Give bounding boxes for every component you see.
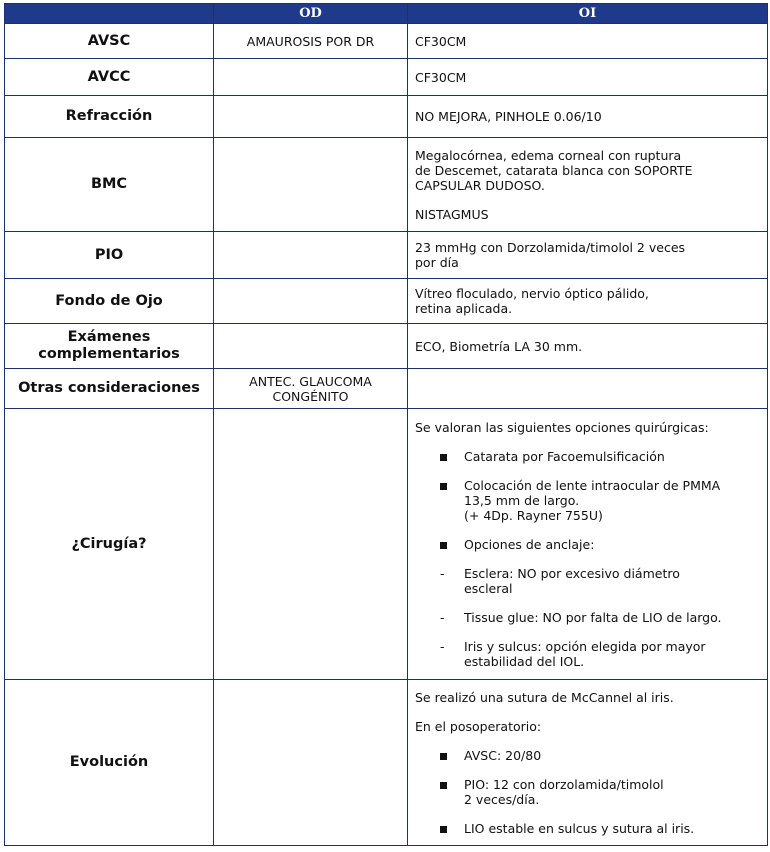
item-line: Iris y sulcus: opción elegida por mayor	[464, 638, 706, 654]
item-line: AVSC: 20/80	[464, 747, 542, 763]
oi-line: Vítreo floculado, nervio óptico pálido,	[415, 286, 649, 301]
oi-cell	[408, 138, 768, 232]
row-pio	[5, 232, 768, 279]
oi-line: CAPSULAR DUDOSO.	[415, 177, 545, 193]
list-item	[440, 777, 761, 807]
od-cell	[214, 232, 408, 279]
item-line: 2 veces/día.	[464, 791, 540, 807]
header-od: OD	[214, 4, 408, 24]
dash-bullet: -	[440, 609, 445, 625]
row-refraccion	[5, 96, 768, 138]
oi-cell	[408, 279, 768, 324]
item-line: estabilidad del IOL.	[464, 653, 585, 669]
oi-cell: CF30CM	[408, 24, 768, 59]
item-line: PIO: 12 con dorzolamida/timolol	[464, 776, 664, 792]
oi-line: retina aplicada.	[415, 301, 513, 316]
item-line: (+ 4Dp. Rayner 755U)	[464, 507, 603, 523]
od-cell	[214, 279, 408, 324]
item-line: LIO estable en sulcus y sutura al iris.	[464, 820, 695, 836]
evolucion-line: Se realizó una sutura de McCannel al iris.	[415, 689, 674, 705]
cirugia-intro: Se valoran las siguientes opciones quirúrgicas:	[415, 419, 709, 435]
square-bullet-icon	[440, 449, 464, 464]
od-cell	[214, 138, 408, 232]
oi-line: Megalocórnea, edema corneal con ruptura	[415, 147, 682, 163]
label-line: complementarios	[38, 346, 180, 362]
row-label: Refracción	[5, 96, 214, 138]
od-cell	[214, 680, 408, 846]
row-label: ¿Cirugía?	[5, 409, 214, 680]
row-fondo	[5, 279, 768, 324]
item-line: Colocación de lente intraocular de PMMA	[464, 477, 721, 493]
list-item	[440, 537, 761, 552]
header-oi: OI	[408, 4, 768, 24]
row-avcc	[5, 59, 768, 96]
label-line: Exámenes	[67, 329, 151, 345]
row-label	[5, 324, 214, 369]
row-evolucion	[5, 680, 768, 846]
od-line: CONGÉNITO	[272, 388, 349, 404]
item-line: Catarata por Facoemulsificación	[464, 448, 665, 464]
oi-cell: NO MEJORA, PINHOLE 0.06/10	[408, 96, 768, 138]
square-bullet-icon	[440, 537, 464, 552]
item-line: 13,5 mm de largo.	[464, 492, 580, 508]
list-item	[440, 449, 761, 464]
oi-cell: ECO, Biometría LA 30 mm.	[408, 324, 768, 369]
evolucion-line: En el posoperatorio:	[415, 718, 542, 734]
list-item	[440, 478, 761, 523]
od-cell	[214, 96, 408, 138]
row-label: AVSC	[5, 24, 214, 59]
list-item	[440, 748, 761, 763]
row-label: PIO	[5, 232, 214, 279]
item-line: Tissue glue: NO por falta de LIO de largo.	[464, 609, 722, 625]
header-empty	[5, 4, 214, 24]
od-cell	[214, 324, 408, 369]
list-item	[440, 821, 761, 836]
list-item	[440, 610, 761, 625]
dash-bullet: -	[440, 565, 445, 581]
square-bullet-icon	[440, 777, 464, 807]
row-label: BMC	[5, 138, 214, 232]
square-bullet-icon	[440, 748, 464, 763]
row-examenes	[5, 324, 768, 369]
oi-line: de Descemet, catarata blanca con SOPORTE	[415, 162, 693, 178]
od-cell	[214, 409, 408, 680]
square-bullet-icon	[440, 821, 464, 836]
header-row	[5, 4, 768, 24]
oi-cell	[408, 409, 768, 680]
od-cell	[214, 369, 408, 409]
oi-cell	[408, 232, 768, 279]
od-line: ANTEC. GLAUCOMA	[249, 373, 372, 389]
item-line: escleral	[464, 580, 513, 596]
od-cell	[214, 59, 408, 96]
row-label: Evolución	[5, 680, 214, 846]
list-item	[440, 639, 761, 669]
item-line: Opciones de anclaje:	[464, 536, 595, 552]
oi-line: 23 mmHg con Dorzolamida/timolol 2 veces	[415, 240, 686, 255]
oi-cell	[408, 369, 768, 409]
row-label: Otras consideraciones	[5, 369, 214, 409]
oi-line: NISTAGMUS	[415, 206, 489, 222]
row-otras	[5, 369, 768, 409]
oi-line: por día	[415, 255, 459, 270]
od-cell: AMAUROSIS POR DR	[214, 24, 408, 59]
row-label: Fondo de Ojo	[5, 279, 214, 324]
dash-bullet: -	[440, 638, 445, 654]
square-bullet-icon	[440, 478, 464, 523]
row-label: AVCC	[5, 59, 214, 96]
item-line: Esclera: NO por excesivo diámetro	[464, 565, 680, 581]
oi-cell: CF30CM	[408, 59, 768, 96]
row-cirugia	[5, 409, 768, 680]
list-item	[440, 566, 761, 596]
row-avsc	[5, 24, 768, 59]
row-bmc	[5, 138, 768, 232]
clinical-table	[4, 3, 768, 846]
oi-cell	[408, 680, 768, 846]
